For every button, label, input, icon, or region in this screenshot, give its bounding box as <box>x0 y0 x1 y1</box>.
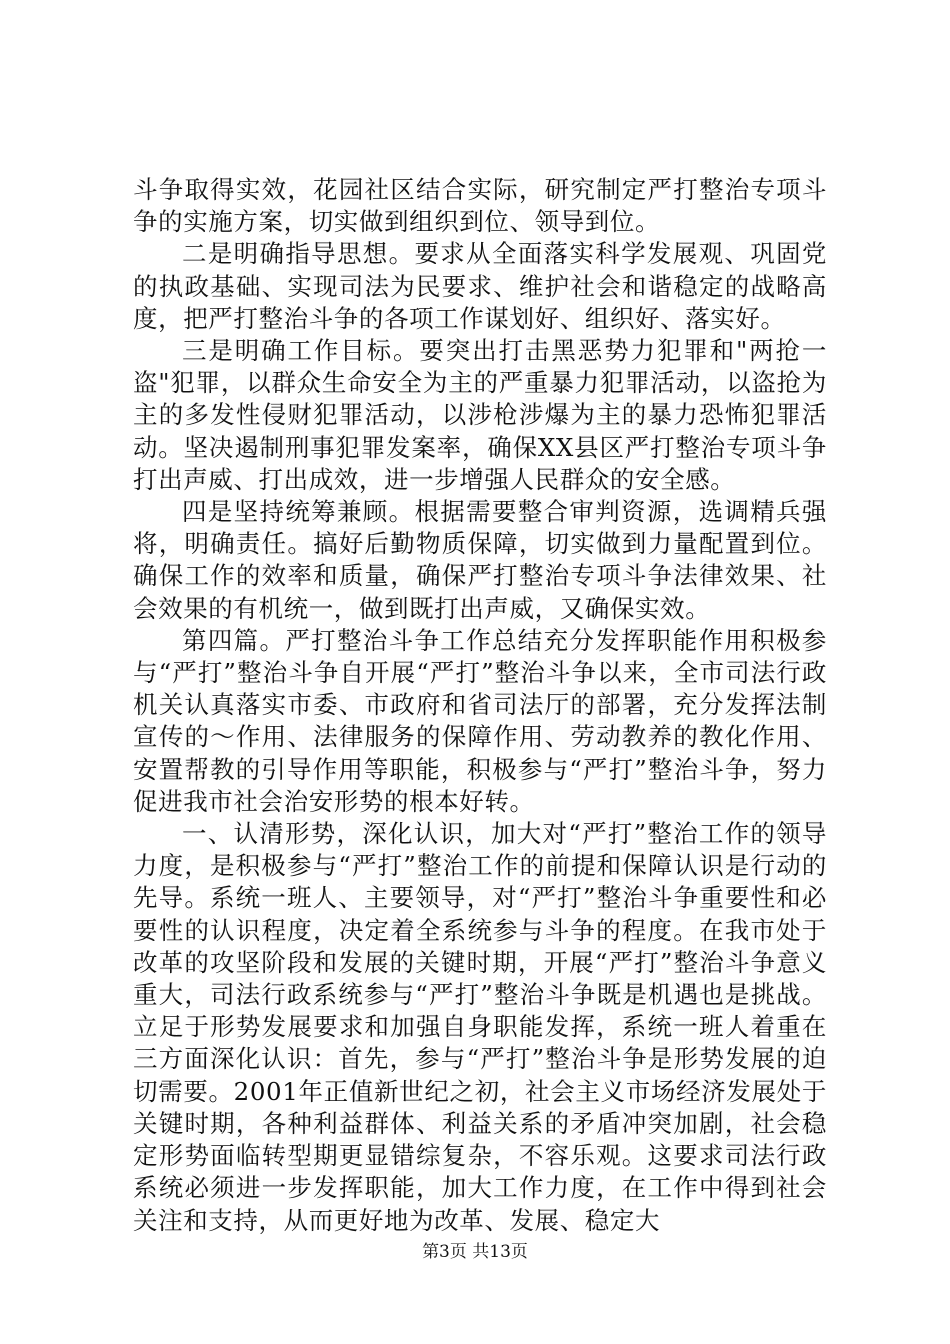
paragraph-chapter-four: 第四篇。严打整治斗争工作总结充分发挥职能作用积极参与“严打”整治斗争自开展“严打”整治斗争以来，全市司法行政机关认真落实市委、市政府和省司法厅的部署，充分发挥法制宣传的～作用、法律服务的保障作用、劳动教养的教化作用、安置帮教的引导作用等职能，积极参与“严打”整治斗争，努力促进我市社会治安形势的根本好转。 <box>133 625 827 816</box>
paragraph-section-one: 一、认清形势，深化认识，加大对“严打”整治工作的领导力度，是积极参与“严打”整治工作的前提和保障认识是行动的先导。系统一班人、主要领导，对“严打”整治斗争重要性和必要性的认识程度，决定着全系统参与斗争的程度。在我市处于改革的攻坚阶段和发展的关键时期，开展“严打”整治斗争意义重大，司法行政系统参与“严打”整治斗争既是机遇也是挑战。立足于形势发展要求和加强自身职能发挥，系统一班人着重在三方面深化认识：首先，参与“严打”整治斗争是形势发展的迫切需要。2001年正值新世纪之初，社会主义市场经济发展处于关键时期，各种利益群体、利益关系的矛盾冲突加剧，社会稳定形势面临转型期更显错综复杂，不容乐观。这要求司法行政系统必须进一步发挥职能，加大工作力度，在工作中得到社会关注和支持，从而更好地为改革、发展、稳定大 <box>133 819 827 1235</box>
document-body <box>133 174 827 1237</box>
page-number-footer: 第3页 共13页 <box>422 1242 528 1262</box>
paragraph-work-goal: 三是明确工作目标。要突出打击黑恶势力犯罪和"两抢一盗"犯罪，以群众生命安全为主的严重暴力犯罪活动，以盗抢为主的多发性侵财犯罪活动，以涉枪涉爆为主的暴力恐怖犯罪活动。坚决遏制刑事犯罪发案率，确保XX县区严打整治专项斗争打出声威、打出成效，进一步增强人民群众的安全感。 <box>133 336 827 494</box>
paragraph-guiding-thought: 二是明确指导思想。要求从全面落实科学发展观、巩固党的执政基础、实现司法为民要求、维护社会和谐稳定的战略高度，把严打整治斗争的各项工作谋划好、组织好、落实好。 <box>133 239 827 333</box>
paragraph-overall-planning: 四是坚持统筹兼顾。根据需要整合审判资源，选调精兵强将，明确责任。搞好后勤物质保障，切实做到力量配置到位。确保工作的效率和质量，确保严打整治专项斗争法律效果、社会效果的有机统一，做到既打出声威，又确保实效。 <box>133 497 827 623</box>
paragraph-continuation: 斗争取得实效，花园社区结合实际，研究制定严打整治专项斗争的实施方案，切实做到组织到位、领导到位。 <box>133 175 827 237</box>
